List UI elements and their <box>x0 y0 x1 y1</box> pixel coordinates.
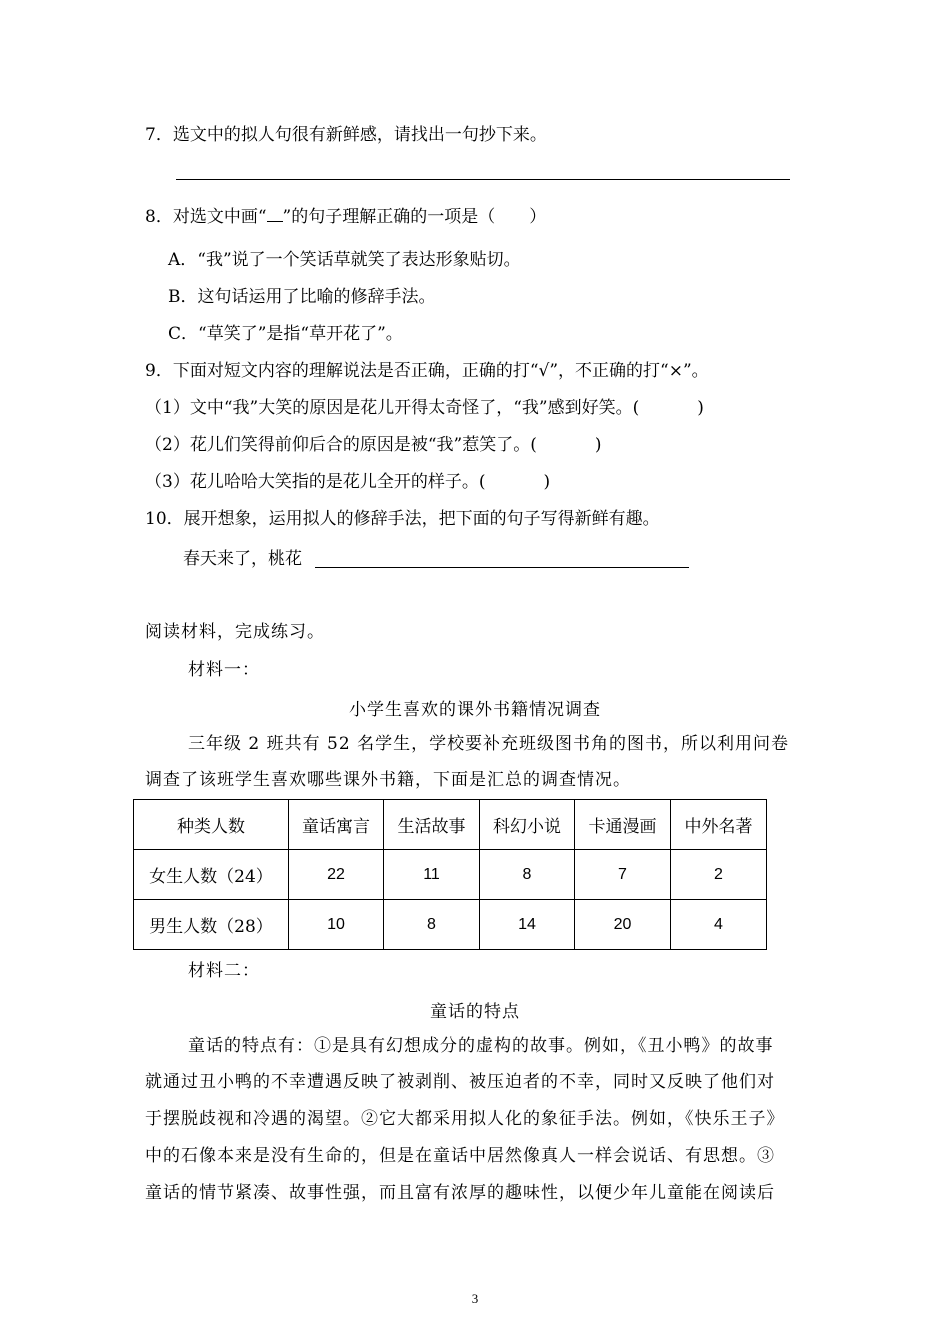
paren-close: ) <box>543 472 551 492</box>
material-2-line-5: 童话的情节紧凑、故事性强，而且富有浓厚的趣味性，以便少年儿童能在阅读后 <box>145 1183 775 1203</box>
survey-table <box>133 799 767 950</box>
material-2-line-4: 中的石像本来是没有生命的，但是在童话中居然像真人一样会说话、有思想。③ <box>145 1146 775 1166</box>
question-9-item-3 <box>145 471 550 493</box>
answer-line-q10[interactable] <box>315 567 689 568</box>
table-cell: 14 <box>480 900 575 950</box>
table-cell: 8 <box>384 900 480 950</box>
question-9: 9．下面对短文内容的理解说法是否正确，正确的打“√”，不正确的打“×”。 <box>145 361 709 381</box>
option-c[interactable]: C．“草笑了”是指“草开花了”。 <box>168 324 403 344</box>
table-header-cell: 种类人数 <box>134 800 289 850</box>
page-number: 3 <box>471 1291 479 1306</box>
table-cell: 4 <box>671 900 767 950</box>
material-2-line-3: 于摆脱歧视和冷遇的渴望。②它大都采用拟人化的象征手法。例如，《快乐王子》 <box>145 1109 785 1129</box>
question-9-item-2 <box>145 434 601 456</box>
question-9-item-1-text: （1）文中“我”大笑的原因是花儿开得太奇怪了，“我”感到好笑。( <box>145 398 640 418</box>
question-8-lead: 8．对选文中画“ <box>145 207 267 227</box>
table-row-label: 男生人数（28） <box>134 900 289 950</box>
material-1-title: 小学生喜欢的课外书籍情况调查 <box>349 700 601 720</box>
table-cell: 7 <box>575 850 671 900</box>
table-cell: 10 <box>289 900 384 950</box>
question-9-item-3-text: （3）花儿哈哈大笑指的是花儿全开的样子。( <box>145 472 486 492</box>
material-2-title: 童话的特点 <box>430 1002 520 1022</box>
question-8-tail: ”的句子理解正确的一项是（ ） <box>282 207 547 227</box>
table-row-label: 女生人数（24） <box>134 850 289 900</box>
material-2-label: 材料二： <box>188 961 260 981</box>
material-1-label: 材料一： <box>188 660 260 680</box>
question-10-prompt: 春天来了，桃花 <box>183 549 302 569</box>
answer-line-q7[interactable] <box>176 179 790 180</box>
option-b[interactable]: B．这句话运用了比喻的修辞手法。 <box>168 287 436 307</box>
material-2-line-2: 就通过丑小鸭的不幸遭遇反映了被剥削、被压迫者的不幸，同时又反映了他们对 <box>145 1072 775 1092</box>
table-cell: 22 <box>289 850 384 900</box>
table-header-cell: 童话寓言 <box>289 800 384 850</box>
table-cell: 11 <box>384 850 480 900</box>
material-1-paragraph-line-1: 三年级 2 班共有 52 名学生，学校要补充班级图书角的图书，所以利用问卷 <box>188 734 790 754</box>
question-9-item-2-text: （2）花儿们笑得前仰后合的原因是被“我”惹笑了。( <box>145 435 537 455</box>
material-2-line-1: 童话的特点有：①是具有幻想成分的虚构的故事。例如，《丑小鸭》的故事 <box>188 1036 774 1056</box>
material-1-paragraph-line-2: 调查了该班学生喜欢哪些课外书籍，下面是汇总的调查情况。 <box>145 770 631 790</box>
question-9-item-1 <box>145 397 704 419</box>
table-cell: 2 <box>671 850 767 900</box>
question-10: 10．展开想象，运用拟人的修辞手法，把下面的句子写得新鲜有趣。 <box>145 509 660 529</box>
table-header-cell: 中外名著 <box>671 800 767 850</box>
paren-close: ) <box>697 398 704 418</box>
table-cell: 8 <box>480 850 575 900</box>
table-header-cell: 科幻小说 <box>480 800 575 850</box>
table-cell: 20 <box>575 900 671 950</box>
table-header-row <box>134 800 767 850</box>
reading-intro: 阅读材料，完成练习。 <box>145 622 325 642</box>
table-row <box>134 850 767 900</box>
question-8 <box>145 205 546 228</box>
paren-close: ) <box>594 435 602 455</box>
underline-mark <box>267 205 283 222</box>
table-row <box>134 900 767 950</box>
table-header-cell: 卡通漫画 <box>575 800 671 850</box>
option-a[interactable]: A．“我”说了一个笑话草就笑了表达形象贴切。 <box>168 250 521 270</box>
question-7: 7．选文中的拟人句很有新鲜感，请找出一句抄下来。 <box>145 125 547 145</box>
table-header-cell: 生活故事 <box>384 800 480 850</box>
